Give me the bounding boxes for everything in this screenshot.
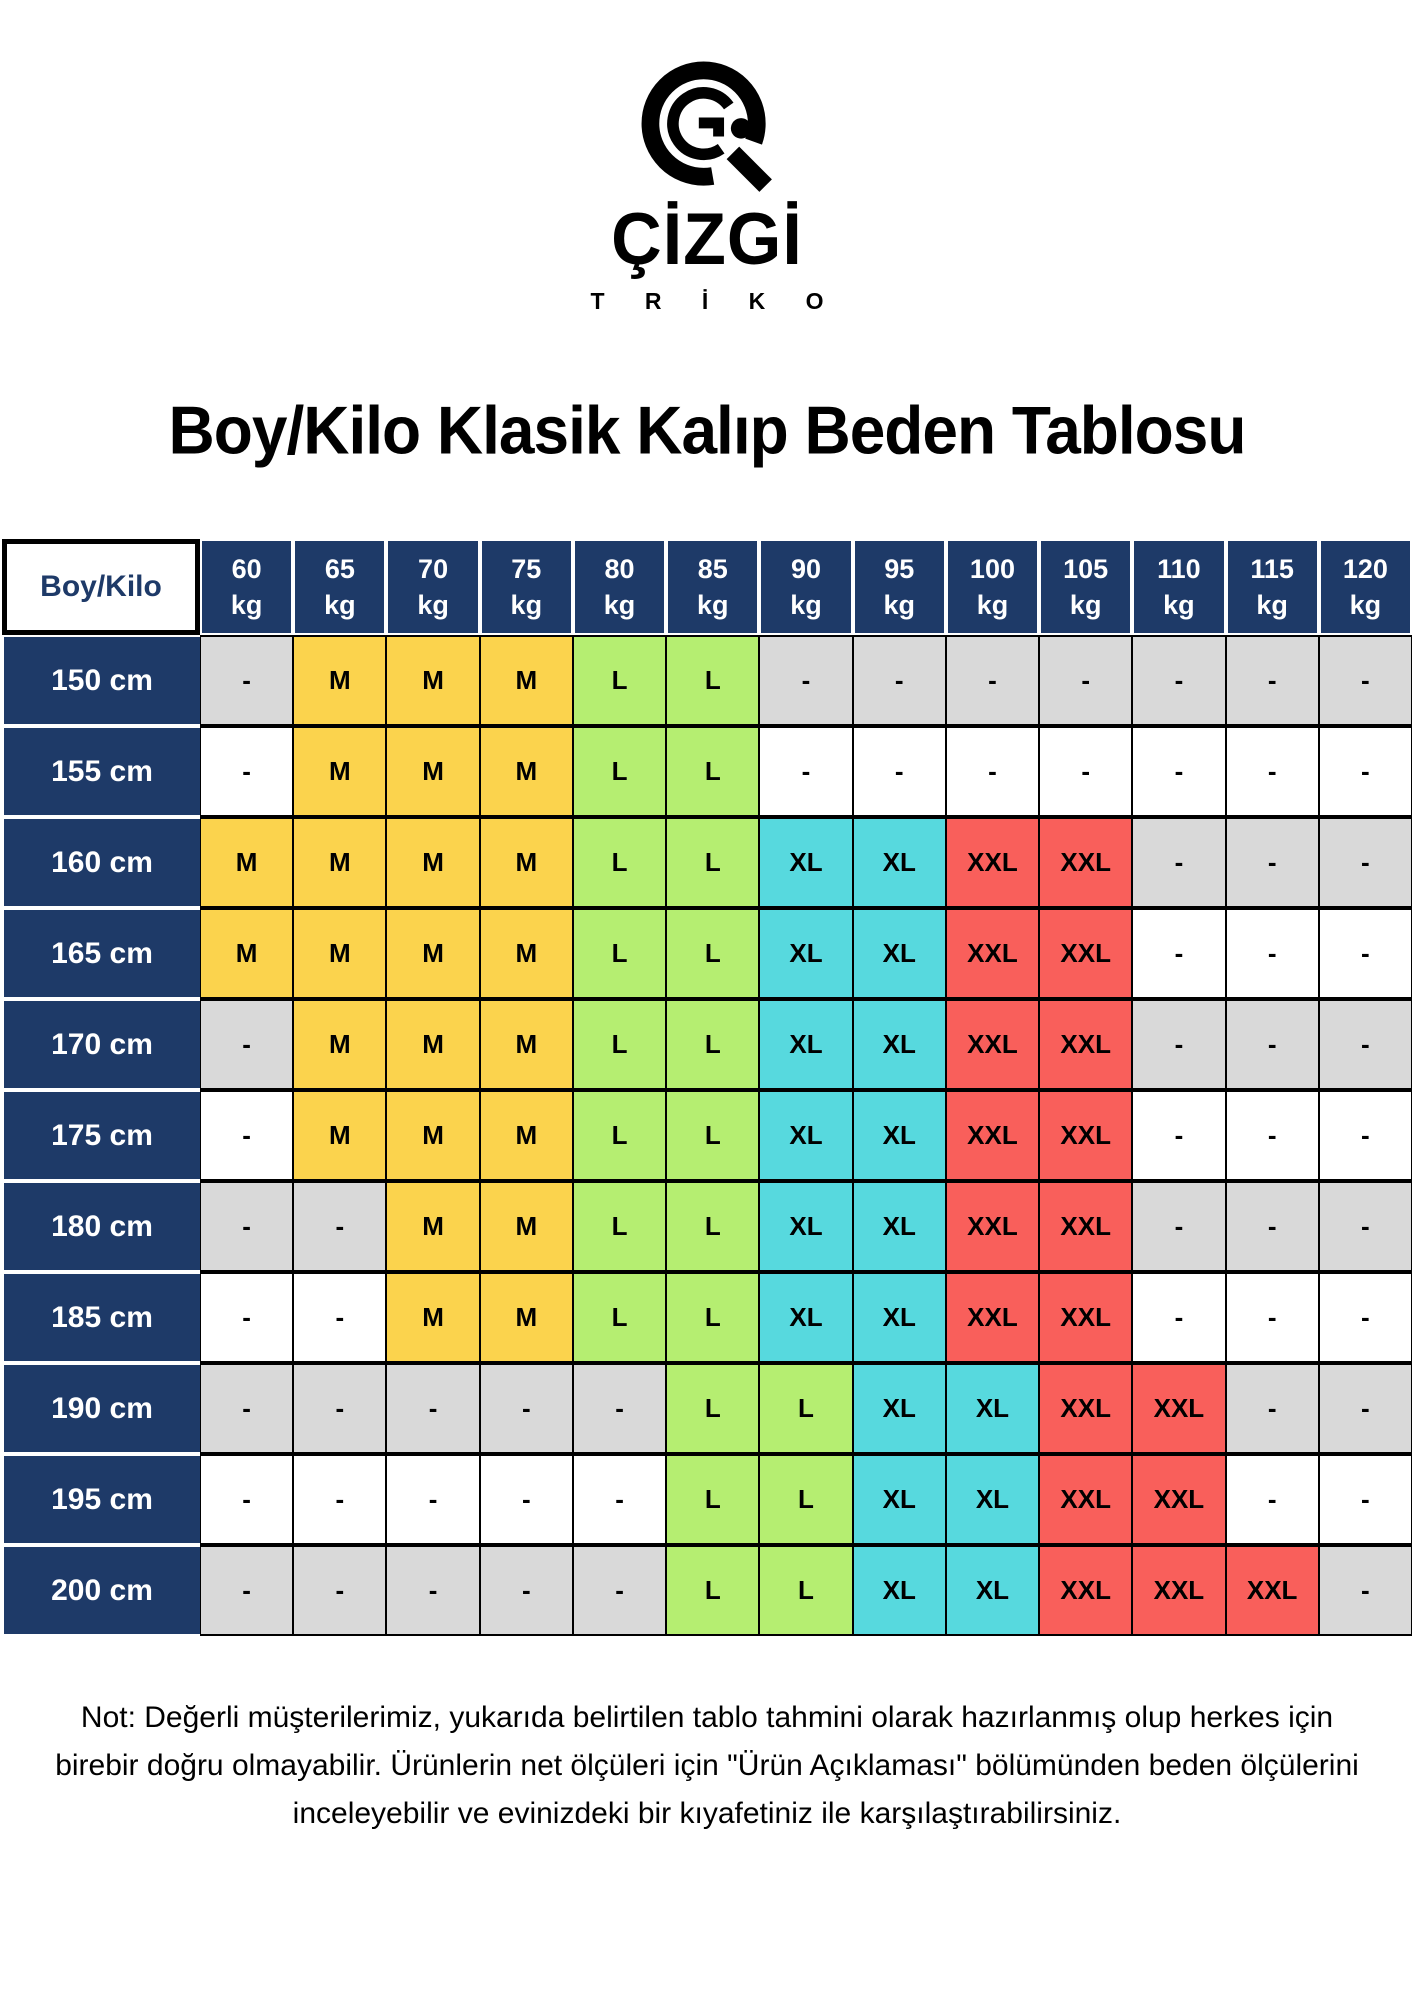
size-cell: M xyxy=(386,635,479,726)
size-cell: - xyxy=(1319,999,1412,1090)
size-cell: XXL xyxy=(1039,1363,1132,1454)
size-cell: - xyxy=(1039,726,1132,817)
size-cell: - xyxy=(1226,1363,1319,1454)
size-cell: M xyxy=(480,908,573,999)
size-cell: M xyxy=(386,817,479,908)
size-cell: XXL xyxy=(1039,1272,1132,1363)
size-cell: L xyxy=(573,1272,666,1363)
footer-note: Not: Değerli müşterilerimiz, yukarıda belirtilen tablo tahmini olarak hazırlanmış olup herkes için birebir doğru olmayabilir. Ürünlerin net ölçüleri için "Ürün Açıklaması" bölümünden beden ölçülerini inceleyebilir ve evinizdeki bir kıyafetiniz ile karşılaştırabilirsiniz. xyxy=(55,1701,1359,1830)
size-cell: XL xyxy=(946,1363,1039,1454)
size-cell: - xyxy=(1226,1454,1319,1545)
size-cell: M xyxy=(480,1272,573,1363)
weight-header-cell: 95 kg xyxy=(853,539,946,635)
height-row-header: 190 cm xyxy=(2,1363,200,1454)
size-cell: XXL xyxy=(946,1090,1039,1181)
height-row-header: 155 cm xyxy=(2,726,200,817)
size-cell: XXL xyxy=(1132,1363,1225,1454)
size-cell: - xyxy=(480,1454,573,1545)
size-cell: L xyxy=(573,1090,666,1181)
size-cell: XL xyxy=(759,1272,852,1363)
table-corner-header: Boy/Kilo xyxy=(2,539,200,635)
size-cell: M xyxy=(293,635,386,726)
size-cell: - xyxy=(386,1363,479,1454)
size-cell: - xyxy=(1132,1181,1225,1272)
size-cell: - xyxy=(1226,1272,1319,1363)
size-cell: L xyxy=(666,1454,759,1545)
height-row-header: 170 cm xyxy=(2,999,200,1090)
size-cell: - xyxy=(1039,635,1132,726)
size-cell: XL xyxy=(853,1090,946,1181)
size-cell: M xyxy=(386,726,479,817)
size-cell: XXL xyxy=(1039,1181,1132,1272)
size-cell: - xyxy=(1132,999,1225,1090)
size-cell: L xyxy=(666,1090,759,1181)
size-cell: XXL xyxy=(946,817,1039,908)
size-cell: - xyxy=(200,1454,293,1545)
size-cell: L xyxy=(759,1454,852,1545)
size-cell: - xyxy=(1319,908,1412,999)
size-cell: XL xyxy=(759,1181,852,1272)
size-cell: - xyxy=(1319,1181,1412,1272)
size-cell: M xyxy=(480,726,573,817)
weight-header-cell: 115 kg xyxy=(1226,539,1319,635)
brand-name: ÇİZGİ xyxy=(611,198,803,280)
size-cell: L xyxy=(666,1272,759,1363)
height-row-header: 185 cm xyxy=(2,1272,200,1363)
size-cell: - xyxy=(1132,908,1225,999)
size-cell: - xyxy=(1226,817,1319,908)
size-cell: - xyxy=(853,635,946,726)
size-cell: L xyxy=(573,908,666,999)
size-cell: - xyxy=(1132,1272,1225,1363)
weight-header-cell: 75 kg xyxy=(480,539,573,635)
page-title: Boy/Kilo Klasik Kalıp Beden Tablosu xyxy=(168,391,1246,469)
size-cell: L xyxy=(666,999,759,1090)
size-cell: - xyxy=(1319,817,1412,908)
size-cell: XL xyxy=(759,1090,852,1181)
size-cell: - xyxy=(1226,726,1319,817)
height-row-header: 195 cm xyxy=(2,1454,200,1545)
size-cell: - xyxy=(480,1545,573,1636)
size-cell: XL xyxy=(759,908,852,999)
size-cell: - xyxy=(1319,1545,1412,1636)
size-cell: M xyxy=(480,1090,573,1181)
size-cell: - xyxy=(386,1454,479,1545)
size-cell: - xyxy=(1226,999,1319,1090)
size-cell: - xyxy=(573,1363,666,1454)
brand-subname: T R İ K O xyxy=(590,288,841,314)
size-cell: - xyxy=(386,1545,479,1636)
size-cell: M xyxy=(200,908,293,999)
size-cell: L xyxy=(666,1363,759,1454)
size-cell: M xyxy=(293,999,386,1090)
size-cell: XXL xyxy=(1226,1545,1319,1636)
size-cell: XXL xyxy=(1132,1545,1225,1636)
weight-header-cell: 65 kg xyxy=(293,539,386,635)
brand-logo xyxy=(0,0,1414,315)
size-cell: - xyxy=(1226,1181,1319,1272)
size-cell: L xyxy=(666,817,759,908)
size-cell: L xyxy=(573,1181,666,1272)
size-cell: - xyxy=(1319,1363,1412,1454)
size-cell: M xyxy=(293,726,386,817)
size-cell: M xyxy=(293,817,386,908)
size-cell: M xyxy=(480,999,573,1090)
size-cell: XXL xyxy=(1039,1545,1132,1636)
weight-header-cell: 105 kg xyxy=(1039,539,1132,635)
height-row-header: 165 cm xyxy=(2,908,200,999)
size-cell: L xyxy=(759,1363,852,1454)
size-cell: - xyxy=(200,1363,293,1454)
size-cell: - xyxy=(293,1454,386,1545)
size-cell: - xyxy=(293,1545,386,1636)
size-cell: - xyxy=(759,635,852,726)
size-cell: - xyxy=(200,999,293,1090)
height-row-header: 180 cm xyxy=(2,1181,200,1272)
height-row-header: 160 cm xyxy=(2,817,200,908)
weight-header-cell: 90 kg xyxy=(759,539,852,635)
size-cell: XL xyxy=(853,908,946,999)
size-cell: - xyxy=(573,1545,666,1636)
size-cell: XXL xyxy=(946,1181,1039,1272)
size-cell: XL xyxy=(853,817,946,908)
size-cell: XL xyxy=(853,1545,946,1636)
size-cell: - xyxy=(946,635,1039,726)
weight-header-cell: 85 kg xyxy=(666,539,759,635)
size-cell: - xyxy=(293,1363,386,1454)
size-cell: M xyxy=(386,999,479,1090)
size-cell: XL xyxy=(946,1545,1039,1636)
size-cell: - xyxy=(200,1181,293,1272)
size-cell: - xyxy=(1226,1090,1319,1181)
weight-header-cell: 60 kg xyxy=(200,539,293,635)
size-cell: XXL xyxy=(946,999,1039,1090)
size-cell: - xyxy=(853,726,946,817)
size-cell: XL xyxy=(853,1363,946,1454)
size-cell: - xyxy=(200,635,293,726)
brand-logo-icon xyxy=(632,52,782,202)
size-cell: - xyxy=(1319,635,1412,726)
size-cell: - xyxy=(293,1181,386,1272)
size-cell: - xyxy=(573,1454,666,1545)
size-cell: L xyxy=(573,635,666,726)
size-cell: - xyxy=(200,1272,293,1363)
size-cell: - xyxy=(480,1363,573,1454)
weight-header-cell: 100 kg xyxy=(946,539,1039,635)
size-cell: M xyxy=(386,1181,479,1272)
size-cell: L xyxy=(573,726,666,817)
size-cell: M xyxy=(386,908,479,999)
size-cell: M xyxy=(386,1272,479,1363)
size-cell: - xyxy=(759,726,852,817)
size-cell: XXL xyxy=(1039,1090,1132,1181)
weight-header-cell: 120 kg xyxy=(1319,539,1412,635)
size-cell: L xyxy=(573,999,666,1090)
size-cell: XXL xyxy=(1132,1454,1225,1545)
size-table xyxy=(2,539,1412,1636)
size-cell: - xyxy=(1319,1090,1412,1181)
size-cell: M xyxy=(386,1090,479,1181)
size-cell: L xyxy=(666,1181,759,1272)
size-cell: L xyxy=(573,817,666,908)
size-cell: L xyxy=(666,726,759,817)
size-cell: XL xyxy=(853,1272,946,1363)
size-cell: XL xyxy=(759,817,852,908)
size-cell: XL xyxy=(853,999,946,1090)
size-cell: XL xyxy=(946,1454,1039,1545)
size-cell: - xyxy=(1132,817,1225,908)
weight-header-cell: 110 kg xyxy=(1132,539,1225,635)
size-cell: XXL xyxy=(1039,1454,1132,1545)
size-cell: L xyxy=(666,635,759,726)
size-cell: - xyxy=(293,1272,386,1363)
size-cell: L xyxy=(666,1545,759,1636)
size-cell: M xyxy=(480,817,573,908)
size-cell: M xyxy=(293,908,386,999)
size-cell: - xyxy=(1226,908,1319,999)
height-row-header: 200 cm xyxy=(2,1545,200,1636)
weight-header-cell: 80 kg xyxy=(573,539,666,635)
size-cell: M xyxy=(200,817,293,908)
weight-header-cell: 70 kg xyxy=(386,539,479,635)
size-cell: XXL xyxy=(1039,908,1132,999)
size-cell: XXL xyxy=(946,1272,1039,1363)
size-cell: - xyxy=(946,726,1039,817)
size-cell: M xyxy=(293,1090,386,1181)
height-row-header: 150 cm xyxy=(2,635,200,726)
size-cell: - xyxy=(1132,635,1225,726)
size-cell: - xyxy=(1132,726,1225,817)
size-cell: XL xyxy=(759,999,852,1090)
size-cell: - xyxy=(1226,635,1319,726)
size-cell: - xyxy=(200,1545,293,1636)
size-cell: XXL xyxy=(1039,999,1132,1090)
size-cell: - xyxy=(200,726,293,817)
size-cell: L xyxy=(666,908,759,999)
size-cell: XL xyxy=(853,1454,946,1545)
size-cell: L xyxy=(759,1545,852,1636)
size-cell: XXL xyxy=(1039,817,1132,908)
size-cell: XXL xyxy=(946,908,1039,999)
height-row-header: 175 cm xyxy=(2,1090,200,1181)
size-cell: M xyxy=(480,635,573,726)
size-cell: - xyxy=(200,1090,293,1181)
size-cell: M xyxy=(480,1181,573,1272)
size-cell: - xyxy=(1319,1272,1412,1363)
size-cell: XL xyxy=(853,1181,946,1272)
size-cell: - xyxy=(1132,1090,1225,1181)
size-cell: - xyxy=(1319,726,1412,817)
size-cell: - xyxy=(1319,1454,1412,1545)
